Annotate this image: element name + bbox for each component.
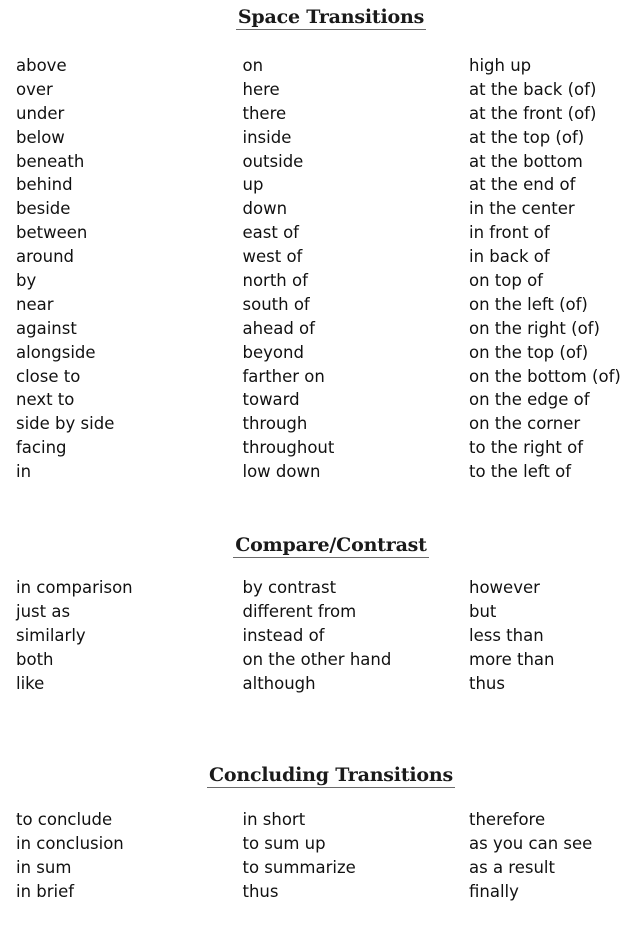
- transition-word: over: [16, 79, 53, 99]
- transition-word: as you can see: [469, 833, 593, 853]
- transition-word: therefore: [469, 810, 546, 829]
- space-col-3: [469, 54, 640, 484]
- transition-word: up: [242, 175, 264, 195]
- transition-word: on the left (of): [469, 294, 588, 314]
- concluding-col-2: [243, 808, 470, 904]
- transition-word: at the bottom: [469, 151, 583, 171]
- transition-word: facing: [16, 438, 67, 458]
- transition-word: at the top (of): [469, 127, 585, 147]
- transition-word: different from: [242, 601, 357, 621]
- transition-word: instead of: [242, 625, 325, 645]
- transition-word: by contrast: [242, 578, 337, 597]
- transition-word: north of: [242, 271, 308, 291]
- transition-word: beyond: [242, 342, 304, 362]
- concluding-col-1: [16, 808, 243, 904]
- space-col-1: [16, 54, 243, 484]
- transition-word: beneath: [16, 151, 85, 171]
- transition-word: there: [242, 103, 287, 123]
- transition-word: to the right of: [469, 438, 584, 458]
- transition-word: in short: [242, 810, 306, 829]
- transition-word: finally: [469, 881, 519, 901]
- transition-word: as a result: [469, 857, 555, 877]
- transition-word: west of: [242, 247, 303, 267]
- transition-word: through: [242, 414, 308, 434]
- transition-word: at the front (of): [469, 103, 597, 123]
- transition-word: on the top (of): [469, 342, 589, 362]
- transition-word: throughout: [242, 438, 335, 458]
- transition-word: below: [16, 127, 65, 147]
- transition-word: in: [16, 462, 32, 482]
- transition-word: near: [16, 294, 54, 314]
- transition-word: in brief: [16, 881, 75, 901]
- transition-word: by: [16, 271, 37, 291]
- transition-word: in comparison: [16, 578, 133, 597]
- space-transitions-title: Space Transitions: [237, 6, 425, 28]
- concluding-transitions-title: Concluding Transitions: [208, 764, 453, 786]
- transition-word: on the edge of: [469, 390, 590, 410]
- transition-word: in sum: [16, 857, 72, 877]
- transition-word: to conclude: [16, 810, 113, 829]
- space-col-2: [243, 54, 470, 484]
- compare-col-2: [243, 576, 470, 695]
- transition-word: in the center: [469, 199, 575, 219]
- transition-word: on the right (of): [469, 318, 600, 338]
- transition-word: high up: [469, 56, 532, 75]
- compare-col-3: [469, 576, 640, 695]
- transition-word: although: [242, 673, 316, 693]
- transition-word: thus: [242, 881, 279, 901]
- transition-word: farther on: [242, 366, 325, 386]
- transition-word: on the bottom (of): [469, 366, 621, 386]
- transition-word: south of: [242, 294, 310, 314]
- transition-word: on: [242, 56, 264, 75]
- transition-word: around: [16, 247, 75, 267]
- transition-word: just as: [16, 601, 71, 621]
- transition-word: toward: [242, 390, 300, 410]
- transition-word: thus: [469, 673, 505, 693]
- transition-word: on top of: [469, 271, 543, 291]
- transition-word: against: [16, 318, 77, 338]
- transition-word: to sum up: [242, 833, 326, 853]
- transition-word: like: [16, 673, 45, 693]
- transition-word: on the other hand: [242, 649, 392, 669]
- transition-word: above: [16, 56, 67, 75]
- transition-word: outside: [242, 151, 304, 171]
- transition-word: on the corner: [469, 414, 581, 434]
- transition-word: behind: [16, 175, 73, 195]
- transition-word: between: [16, 223, 88, 243]
- transition-word: close to: [16, 366, 81, 386]
- transition-word: ahead of: [242, 318, 315, 338]
- transition-word: both: [16, 649, 54, 669]
- concluding-transitions-grid: [16, 808, 640, 904]
- concluding-col-3: [469, 808, 640, 904]
- transition-word: to the left of: [469, 462, 572, 482]
- transition-word: at the end of: [469, 175, 576, 195]
- transition-word: beside: [16, 199, 71, 219]
- transition-word: more than: [469, 649, 555, 669]
- transition-word: next to: [16, 390, 75, 410]
- transition-word: under: [16, 103, 65, 123]
- transition-word: in front of: [469, 223, 550, 243]
- transition-word: at the back (of): [469, 79, 597, 99]
- transition-word: inside: [242, 127, 292, 147]
- transition-word: down: [242, 199, 288, 219]
- transition-word: to summarize: [242, 857, 356, 877]
- transition-word: but: [469, 601, 497, 621]
- transition-word: in conclusion: [16, 833, 124, 853]
- transition-word: low down: [242, 462, 321, 482]
- transition-word: here: [242, 79, 280, 99]
- compare-contrast-grid: [16, 576, 640, 695]
- compare-col-1: [16, 576, 243, 695]
- transition-word: similarly: [16, 625, 86, 645]
- compare-contrast-title: Compare/Contrast: [235, 534, 427, 556]
- transition-word: less than: [469, 625, 544, 645]
- space-transitions-grid: [16, 54, 640, 484]
- transition-word: east of: [242, 223, 299, 243]
- transition-word: side by side: [16, 414, 115, 434]
- transition-word: however: [469, 578, 540, 597]
- transition-word: in back of: [469, 247, 550, 267]
- transition-word: alongside: [16, 342, 96, 362]
